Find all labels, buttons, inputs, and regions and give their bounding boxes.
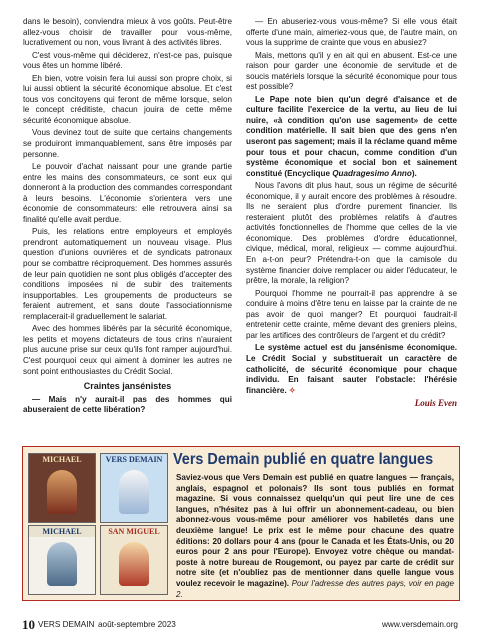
cover-masthead: VERS DEMAIN [105, 455, 163, 464]
page-footer [22, 617, 458, 634]
ad-body [176, 473, 454, 600]
ad-title: Vers Demain publié en quatre langues [173, 451, 434, 468]
paragraph-bold [246, 343, 457, 396]
cover-masthead: MICHAEL [42, 455, 82, 464]
ad-body-text: Saviez-vous que Vers Demain est publié en quatre langues — français, anglais, espagnol et polonais? Ils sont tous publiés en format magazine. Si vous connaissez quelqu'un qui peut lire une de ces langues, n'hésitez pas à lui offrir un abonnement-cadeau, ou bien abonnez-vous vous-même pour améliorer vos habiletés dans une deuxième langue! Le prix est le même pour chacune des quatre éditions: 20 dollars pour 4 ans (pour le Canada et les États-Unis, ou 20 euros pour 2 ans pour l'Europe). Envoyez votre chèque ou mandat-poste à notre bureau de Rougemont, ou payez par carte de crédit sur notre site (et n'oubliez pas de mentionner dans quelle langue vous voulez recevoir le magazine). [176, 473, 454, 588]
paragraph: — En abuseriez-vous vous-même? Si elle vous était offerte d'une main, aimeriez-vous que, de l'autre main, on vous la supprime de crainte que vous en abusiez? [246, 17, 457, 48]
author-signature: Louis Even [414, 398, 457, 409]
cover-image [119, 470, 149, 514]
ad-box [22, 446, 460, 601]
paragraph: Nous l'avons dit plus haut, sous un régime de sécurité économique, il y aurait encore des problèmes à résoudre. Ils ne seraient plus d'ordre purement financier. Ils resteraient plutôt des problèmes relatifs à d'autres activités fonctionnelles de l'homme que celles de la vie économique. Des problèmes d'ordre éducationnel, civique, médical, moral, religieux — comme aujourd'hui. En a-t-on peur? Prétendra-t-on que la camisole du système financier doive remplacer ou aider l'éducateur, le prêtre, la morale, la religion? [246, 181, 457, 286]
encyclical-title: Quadragesimo Anno [332, 168, 412, 178]
issue-date: août-septembre 2023 [98, 620, 176, 629]
paragraph: Avec des hommes libérés par la sécurité économique, les petits et moyens dictateurs de tous crins n'auraient plus aucune prise sur ceux qu'ils font ramper aujourd'hui. C'est pourquoi ceux qui aiment à dominer les autres ne sont point enthousiastes du Crédit Social. [23, 324, 232, 376]
cover-masthead: MICHAEL [29, 526, 95, 537]
paragraph-text: ). [411, 168, 417, 178]
paragraph: Vous devinez tout de suite que certains changements se produiront immanquablement, sans être imposés par personne. [23, 128, 232, 159]
cover-image [47, 542, 77, 586]
magazine-covers [28, 453, 168, 594]
cover-image [47, 470, 77, 514]
paragraph: dans le besoin), conviendra mieux à vos goûts. Peut-être allez-vous choisir de travailler pour vous-même, lucrativement ou non, vous livrant à des activités libres. [23, 17, 232, 48]
page-number: 10 [22, 617, 35, 632]
cover-image [119, 542, 149, 586]
paragraph: Le pouvoir d'achat naissant pour une grande partie entre les mains des consommateurs, ce sont eux qui donneront à la production des commandes correspondant à leurs besoins. L'économie s'orientera vers une économie de consommateurs: elle retrouvera ainsi sa finalité qu'elle avait perdue. [23, 162, 232, 224]
paragraph: Eh bien, votre voisin fera lui aussi son propre choix, si lui aussi obtient la sécurité économique absolue. Et c'est tous vos concitoyens qui feront de même lorsque, selon le concept créditiste, chacun jouira de cette même sécurité économique absolue. [23, 73, 232, 125]
magazine-cover-michael-2[interactable] [28, 525, 96, 595]
left-column [23, 17, 232, 418]
ad-body-note: Pour l'adresse des autres pays, voir en page 2. [176, 578, 454, 599]
paragraph-text: Le système actuel est du jansénisme économique. Le Crédit Social y substituerait un caractère de catholicité, de sécurité économique pour chaque individu. En faisant sauter l'obstacle: l'hérésie financière. [246, 343, 457, 395]
paragraph-text: Le Pape note bien qu'un degré d'aisance et de culture facilite l'exercice de la vertu, au lieu de lui nuire, «à condition qu'on use sagement» de cette condition matérielle. Il sait bien que des gens n'en useront pas sagement; mais il la réclame quand même pour tous et pour chacun, comme condition d'un système économique et social bon et sainement constitué (Encyclique [246, 94, 457, 178]
magazine-cover-vers-demain[interactable] [100, 453, 168, 523]
paragraph: Puis, les relations entre employeurs et employés prendront automatiquement un nouveau visage. Plus question d'unions ouvrières et de syndicats patronaux pour se combattre réciproquement. Des hommes assurés de leur pain quotidien ne sont plus obligés d'accepter des conditions imposées ni de subir des traitements insupportables. Les groupements de producteurs se feraient autrement, et sans doute l'associationnisme remplacerait-il graduellement le salariat. [23, 227, 232, 321]
section-heading: Craintes jansénistes [83, 381, 172, 392]
paragraph: — Mais n'y aurait-il pas des hommes qui abuseraient de cette libération? [23, 394, 232, 415]
paragraph-bold [246, 95, 457, 179]
paragraph: Mais, mettons qu'il y en ait qui en abusent. Est-ce une raison pour garder une économie de servitude et de soucis matériels lorsque la sécurité économique pour tous est possible? [246, 50, 457, 92]
right-column [246, 17, 457, 409]
end-mark-icon: ✧ [288, 385, 296, 395]
publication-name: VERS DEMAIN [38, 620, 95, 629]
cover-masthead: SAN MIGUEL [108, 527, 160, 536]
paragraph: C'est vous-même qui déciderez, n'est-ce pas, puisque vous êtes un homme libéré. [23, 50, 232, 71]
paragraph: Pourquoi l'homme ne pourrait-il pas apprendre à se conduire à moins d'être tenu en laisse par la crainte de ne pas avoir de quoi manger? Et pourquoi faudrait-il entretenir cette crainte, même devant des greniers pleins, par les artifices des contrôleurs de l'argent et du crédit? [246, 288, 457, 340]
magazine-cover-san-miguel[interactable] [100, 525, 168, 595]
website-link[interactable]: www.versdemain.org [382, 620, 458, 629]
magazine-cover-michael-1[interactable] [28, 453, 96, 523]
